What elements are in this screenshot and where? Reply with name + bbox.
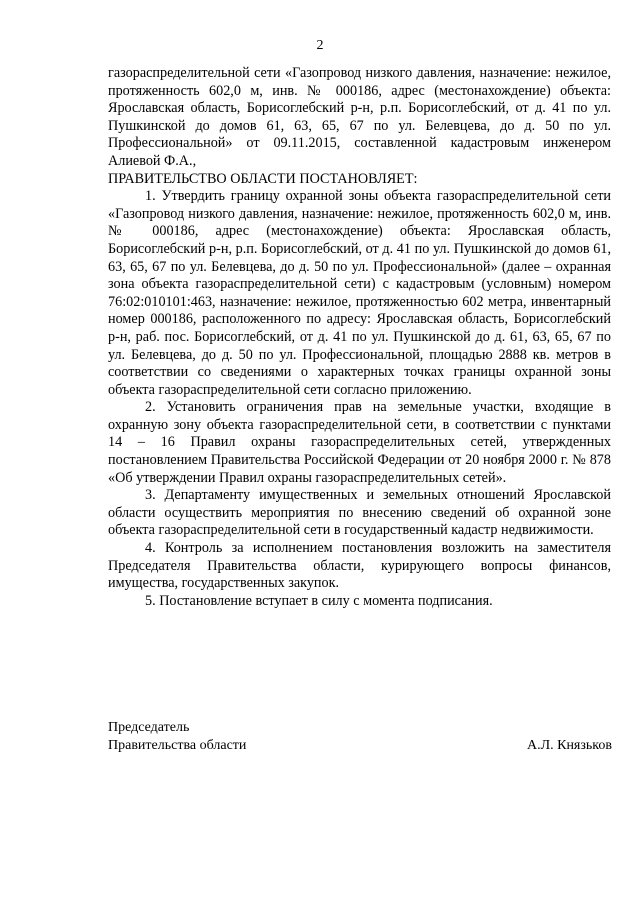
item-4: 4. Контроль за исполнением постановления возложить на заместителя Председателя Правительства области, курирующего вопросы финансов, имущества, государственных закупок.: [108, 540, 611, 592]
signatory-title-line1: Председатель: [108, 720, 190, 735]
page-number: 2: [316, 38, 324, 53]
item-3: 3. Департаменту имущественных и земельных отношений Ярославской области осуществить мероприятия по внесению сведений об охранной зоне объекта газораспределительной сети в государственный кадастр недвижимости.: [108, 487, 611, 539]
document-body: [108, 65, 611, 610]
signatory-title: [108, 719, 246, 755]
signatory-name: А.Л. Князьков: [527, 738, 612, 753]
signatory-title-line2: Правительства области: [108, 738, 247, 753]
item-1: 1. Утвердить границу охранной зоны объекта газораспределительной сети «Газопровод низкого давления, назначение: нежилое, протяженность 602,0 м, инв. № 000186, адрес (местонахождение) объекта: Ярославская область, Борисоглебский р-н, р.п. Борисоглебский, от д. 41 по ул. Пушкинской до домов 61, 63, 65, 67 по ул. Белевцева, до д. 50 по ул. Профессиональной» (далее – охранная зона объекта газораспределительной сети) с кадастровым (условным) номером 76:02:010101:463, назначение: нежилое, протяженностью 602 метра, инвентарный номер 000186, расположенного по адресу: Ярославская область, Борисоглебский р-н, раб. пос. Борисоглебский, от д. 41 по ул. Пушкинской до д. 61, 63, 65, 67 по ул. Белевцева, до д. 50 по ул. Профессиональной, площадью 2888 кв. метров в соответствии со сведениями о характерных точках границы охранной зоны объекта газораспределительной сети согласно приложению.: [108, 188, 611, 398]
item-2: 2. Установить ограничения прав на земельные участки, входящие в охранную зону объекта газораспределительной сети, в соответствии с пунктами 14 – 16 Правил охраны газораспределительных сетей, утвержденных постановлением Правительства Российской Федерации от 20 ноября 2000 г. № 878 «Об утверждении Правил охраны газораспределительных сетей».: [108, 399, 611, 486]
intro-paragraph: газораспределительной сети «Газопровод низкого давления, назначение: нежилое, протяженность 602,0 м, инв. № 000186, адрес (местонахождение) объекта: Ярославская область, Борисоглебский р-н, р.п. Борисоглебский, от д. 41 по ул. Пушкинской до домов 61, 63, 65, 67 по ул. Белевцева, до д. 50 по ул. Профессиональной» от 09.11.2015, составленной кадастровым инженером Алиевой Ф.А.,: [108, 65, 611, 169]
resolves-heading: ПРАВИТЕЛЬСТВО ОБЛАСТИ ПОСТАНОВЛЯЕТ:: [108, 170, 418, 187]
item-5: 5. Постановление вступает в силу с момента подписания.: [145, 592, 493, 609]
